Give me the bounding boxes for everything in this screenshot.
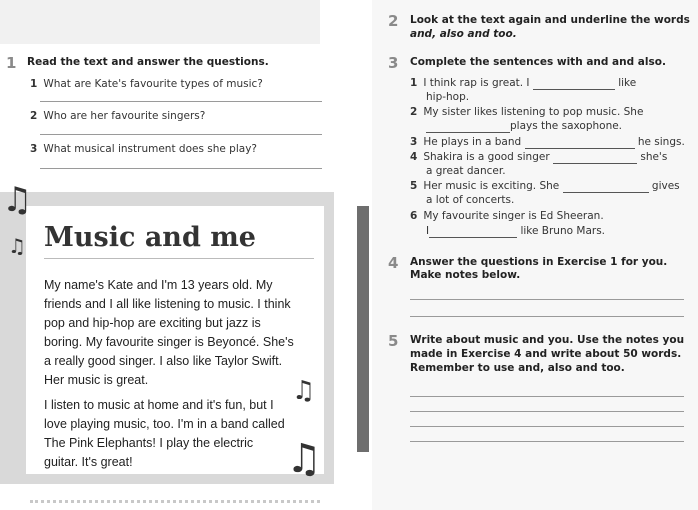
sentence-1-cont: hip-hop. (426, 91, 470, 103)
notes-line-1[interactable] (410, 299, 684, 300)
sentence-6-cont: I like Bruno Mars. (426, 225, 606, 237)
blank-6[interactable] (429, 237, 517, 238)
music-note-icon: ♫ (2, 180, 33, 220)
sentence-1: 1 I think rap is great. I like (410, 77, 637, 89)
question-3 (30, 143, 257, 156)
blank-3[interactable] (525, 148, 635, 149)
answer-line-3[interactable] (40, 168, 322, 169)
question-2 (30, 110, 205, 123)
exercise-5-instruction-line2: made in Exercise 4 and write about 50 words. (410, 348, 682, 360)
music-note-bottom-icon: ♫ (286, 436, 322, 482)
sentence-5: 5 Her music is exciting. She gives (410, 180, 680, 192)
question-2-text: Who are her favourite singers? (43, 110, 206, 122)
writing-line-2[interactable] (410, 411, 684, 412)
writing-line-3[interactable] (410, 426, 684, 427)
question-1-text: What are Kate's favourite types of music? (43, 78, 263, 90)
reading-paragraph-2: I listen to music at home and it's fun, but I love playing music, too. I'm in a band called The Pink Elephants! I play the electric guitar. It's great! (44, 398, 285, 469)
exercise-5-instruction-line1: Write about music and you. Use the notes you (410, 334, 685, 346)
question-1 (30, 78, 263, 91)
answer-line-1[interactable] (40, 101, 322, 102)
exercise-1-instruction: Read the text and answer the questions. (27, 56, 269, 68)
blank-4[interactable] (553, 163, 637, 164)
notes-line-2[interactable] (410, 316, 684, 317)
question-3-number: 3 (30, 143, 38, 155)
sentence-3: 3 He plays in a band he sings. (410, 136, 685, 148)
question-3-text: What musical instrument does she play? (43, 143, 257, 155)
exercise-5-number: 5 (388, 332, 399, 350)
exercise-2-number: 2 (388, 12, 399, 30)
music-note-small-icon: ♫ (8, 234, 26, 258)
writing-line-1[interactable] (410, 396, 684, 397)
blank-5[interactable] (563, 192, 649, 193)
exercise-4-instruction-line2: Make notes below. (410, 269, 521, 281)
music-note-right-icon: ♫ (292, 376, 316, 406)
footer-dots (30, 490, 320, 503)
title-rule (44, 258, 314, 259)
sentence-2: 2 My sister likes listening to pop music. She (410, 106, 644, 118)
exercise-3-instruction: Complete the sentences with and and also. (410, 56, 666, 68)
sentence-6: 6 My favourite singer is Ed Sheeran. (410, 210, 604, 222)
top-shade (0, 0, 320, 44)
exercise-2-instruction-line2: and, also and too. (410, 28, 517, 40)
blank-1[interactable] (533, 89, 615, 90)
exercise-4-instruction-line1: Answer the questions in Exercise 1 for you. (410, 256, 668, 268)
question-2-number: 2 (30, 110, 38, 122)
sentence-2-cont: plays the saxophone. (426, 120, 622, 133)
question-1-number: 1 (30, 78, 38, 90)
writing-line-4[interactable] (410, 441, 684, 442)
sentence-5-cont: a lot of concerts. (426, 194, 515, 206)
exercise-1-number: 1 (6, 54, 17, 72)
reading-paragraph-1: My name's Kate and I'm 13 years old. My friends and I all like listening to music. I think pop and hip-hop are exciting but jazz is boring. My favourite singer is Beyoncé. She's a really good singer. I also like Taylor Swift. Her music is great. (44, 278, 294, 387)
exercise-3-number: 3 (388, 54, 399, 72)
blank-2[interactable] (426, 132, 510, 133)
column-divider (357, 206, 369, 452)
answer-line-2[interactable] (40, 134, 322, 135)
reading-title: Music and me (44, 222, 256, 253)
exercise-2-instruction-line1: Look at the text again and underline the words (410, 14, 690, 26)
sentence-4-cont: a great dancer. (426, 165, 506, 177)
exercise-5-instruction-line3: Remember to use and, also and too. (410, 362, 625, 374)
sentence-4: 4 Shakira is a good singer she's (410, 151, 668, 163)
exercise-4-number: 4 (388, 254, 399, 272)
